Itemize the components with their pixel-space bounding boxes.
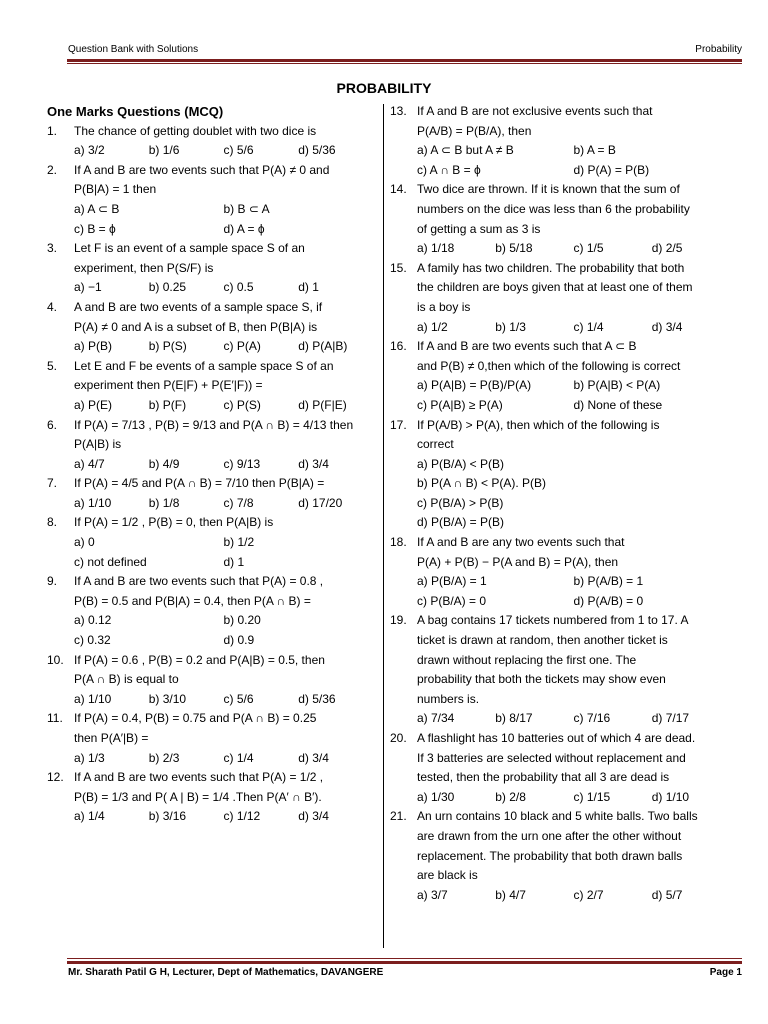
answer-option: b) 3/10	[148, 691, 187, 706]
question-item	[390, 611, 730, 729]
answer-option: d) A = ϕ	[223, 221, 265, 236]
question-item	[47, 416, 373, 475]
question-text-line: are black is	[417, 868, 478, 883]
answer-option: d) 0.9	[223, 633, 255, 648]
question-text-line: If P(A/B) > P(A), then which of the following is	[417, 417, 660, 432]
answer-option: a) P(E)	[74, 397, 113, 412]
question-text-line: If A and B are two events such that P(A) = 0.8 ,	[74, 574, 324, 589]
question-text-line: If A and B are two events such that A ⊂ B	[417, 339, 637, 354]
answer-option: d) 3/4	[298, 750, 329, 765]
question-number: 14.	[390, 182, 407, 197]
option-list	[417, 709, 730, 729]
question-text-line: P(A ∩ B) is equal to	[74, 672, 179, 687]
answer-option: a) P(B)	[74, 339, 113, 354]
question-text-line: If P(A) = 0.6 , P(B) = 0.2 and P(A|B) = 0.5, then	[74, 652, 325, 667]
question-number: 11.	[47, 711, 63, 726]
footer-rule	[67, 961, 742, 964]
question-text-line: A and B are two events of a sample space S, if	[74, 299, 323, 314]
question-text-line: and P(B) ≠ 0,then which of the following is correct	[417, 358, 681, 373]
answer-option: c) 1/4	[223, 750, 254, 765]
option-list	[74, 337, 373, 357]
question-text-line: Let E and F be events of a sample space S of an	[74, 358, 334, 373]
question-text-line: numbers is.	[417, 691, 480, 706]
answer-option: c) P(B/A) = 0	[417, 593, 487, 608]
answer-option: a) 1/10	[74, 691, 112, 706]
question-number: 13.	[390, 104, 407, 118]
option-list	[74, 807, 373, 827]
answer-option: a) 0.12	[74, 613, 112, 628]
answer-option: b) 0.25	[148, 280, 187, 295]
answer-option: d) 3/4	[298, 809, 329, 824]
question-text-line: If P(A) = 0.4, P(B) = 0.75 and P(A ∩ B) = 0.25	[74, 711, 317, 726]
answer-option: a) 1/3	[74, 750, 105, 765]
answer-option: d) P(F|E)	[298, 397, 347, 412]
question-text-line: ticket is drawn at random, then another ticket is	[417, 633, 668, 648]
question-item	[47, 122, 373, 161]
question-item	[390, 180, 730, 258]
option-list	[74, 611, 373, 650]
option-list	[74, 749, 373, 769]
question-text-line: is a boy is	[417, 299, 471, 314]
question-number: 16.	[390, 339, 407, 354]
page-header	[68, 44, 742, 58]
answer-option: d) 5/36	[298, 143, 336, 158]
question-number: 5.	[47, 358, 58, 373]
question-number: 18.	[390, 535, 407, 550]
question-item	[47, 298, 373, 357]
question-text-line: Let F is an event of a sample space S of an	[74, 241, 305, 256]
option-list	[74, 494, 373, 514]
question-text-line: If A and B are two events such that P(A) = 1/2 ,	[74, 770, 324, 785]
question-text-line: The chance of getting doublet with two dice is	[74, 123, 317, 138]
page-number: Page 1	[709, 967, 742, 978]
answer-option: d) 1	[223, 554, 245, 569]
answer-option: a) A ⊂ B	[74, 201, 120, 216]
answer-option: b) 3/16	[148, 809, 187, 824]
question-number: 12.	[47, 770, 64, 785]
answer-option: c) 1/5	[573, 241, 604, 256]
answer-option: c) 9/13	[223, 456, 261, 471]
answer-option: c) P(B/A) > P(B)	[417, 495, 504, 510]
question-text-line: Two dice are thrown. If it is known that the sum of	[417, 182, 680, 197]
option-list	[417, 239, 730, 259]
answer-option: c) 7/8	[223, 495, 254, 510]
answer-option: d) P(A|B)	[298, 339, 348, 354]
question-number: 20.	[390, 731, 407, 745]
question-number: 3.	[47, 241, 58, 256]
question-number: 10.	[47, 652, 64, 667]
question-text-line: probability that both the tickets may show even	[417, 672, 666, 687]
question-text-line: of getting a sum as 3 is	[417, 221, 541, 236]
question-number: 19.	[390, 613, 407, 628]
question-text-line: replacement. The probability that both drawn balls	[417, 848, 683, 863]
question-text-line: P(B) = 1/3 and P( A | B) = 1/4 .Then P(A′ ∩ B′).	[74, 789, 322, 804]
answer-option: b) 0.20	[223, 613, 261, 628]
question-text-line: P(B|A) = 1 then	[74, 182, 157, 197]
header-left: Question Bank with Solutions	[68, 44, 199, 55]
question-item	[390, 337, 730, 415]
answer-option: b) 2/8	[495, 789, 526, 804]
question-item	[390, 259, 730, 337]
question-item	[47, 513, 373, 572]
answer-option: b) P(S)	[148, 339, 187, 354]
answer-option: c) 0.32	[74, 633, 111, 648]
footer-rule-thin	[67, 958, 742, 959]
question-item	[47, 709, 373, 768]
answer-option: d) P(A) = P(B)	[573, 162, 650, 177]
answer-option: d) P(A/B) = 0	[573, 593, 644, 608]
answer-option: b) 1/6	[148, 143, 180, 158]
answer-option: a) 1/30	[417, 789, 455, 804]
option-list	[74, 141, 373, 161]
answer-option: a) 1/18	[417, 241, 455, 256]
column-divider	[383, 104, 384, 948]
question-text-line: If A and B are two events such that P(A) ≠ 0 and	[74, 162, 330, 177]
question-item	[47, 651, 373, 710]
answer-option: a) 1/4	[74, 809, 105, 824]
question-number: 17.	[390, 417, 407, 432]
answer-option: d) 5/36	[298, 691, 336, 706]
question-text-line: then P(A′|B) =	[74, 731, 149, 745]
question-text-line: tested, then the probability that all 3 are dead is	[417, 770, 670, 785]
question-item	[390, 807, 730, 905]
answer-option: b) 4/9	[148, 456, 180, 471]
page-title: PROBABILITY	[336, 80, 432, 96]
question-number: 15.	[390, 260, 407, 275]
answer-option: c) 1/12	[223, 809, 261, 824]
question-number: 21.	[390, 809, 407, 824]
answer-option: c) P(A)	[223, 339, 261, 354]
answer-option: b) P(A ∩ B) < P(A). P(B)	[417, 476, 546, 491]
question-text-line: P(A/B) = P(B/A), then	[417, 123, 532, 138]
answer-option: a) P(B/A) < P(B)	[417, 456, 505, 471]
header-rule-thin	[67, 63, 742, 64]
answer-option: c) 5/6	[223, 691, 254, 706]
question-item	[47, 239, 373, 298]
header-rule	[67, 59, 742, 62]
answer-option: a) 1/10	[74, 495, 112, 510]
left-question-list	[47, 122, 373, 827]
question-text-line: A flashlight has 10 batteries out of which 4 are dead.	[417, 731, 696, 745]
question-text-line: P(A) ≠ 0 and A is a subset of B, then P(B|A) is	[74, 319, 318, 334]
option-list	[417, 455, 730, 533]
option-list	[74, 690, 373, 710]
question-item	[47, 474, 373, 513]
answer-option: b) 8/17	[495, 711, 533, 726]
question-text-line: correct	[417, 437, 454, 452]
answer-option: a) 0	[74, 535, 95, 550]
question-text-line: If A and B are any two events such that	[417, 535, 625, 550]
question-text-line: If A and B are not exclusive events such that	[417, 104, 653, 118]
option-list	[417, 376, 730, 415]
option-list	[74, 396, 373, 416]
answer-option: c) 7/16	[573, 711, 611, 726]
answer-option: c) A ∩ B = ϕ	[417, 162, 481, 177]
answer-option: d) 3/4	[651, 319, 683, 334]
answer-option: a) P(B/A) = 1	[417, 574, 487, 589]
question-text-line: P(A) + P(B) − P(A and B) = P(A), then	[417, 554, 619, 569]
answer-option: c) P(S)	[223, 397, 261, 412]
question-item	[390, 533, 730, 611]
question-text-line: the children are boys given that at least one of them	[417, 280, 693, 295]
header-right: Probability	[695, 44, 742, 55]
question-number: 7.	[47, 476, 58, 491]
question-number: 1.	[47, 123, 58, 138]
answer-option: d) 1	[298, 280, 319, 295]
answer-option: d) 2/5	[651, 241, 683, 256]
question-text-line: P(B) = 0.5 and P(B|A) = 0.4, then P(A ∩ B) =	[74, 593, 311, 608]
question-item	[47, 572, 373, 650]
question-number: 4.	[47, 299, 58, 314]
option-list	[417, 141, 730, 180]
answer-option: b) 4/7	[495, 887, 526, 902]
answer-option: c) 2/7	[573, 887, 604, 902]
answer-option: b) 1/3	[495, 319, 526, 334]
answer-option: c) 1/4	[573, 319, 604, 334]
question-item	[47, 357, 373, 416]
answer-option: d) 17/20	[298, 495, 343, 510]
right-question-list	[390, 102, 730, 905]
option-list	[74, 533, 373, 572]
question-text-line: If P(A) = 1/2 , P(B) = 0, then P(A|B) is	[74, 515, 274, 530]
answer-option: d) 5/7	[651, 887, 683, 902]
question-number: 2.	[47, 162, 58, 177]
question-item	[390, 729, 730, 807]
option-list	[74, 200, 373, 239]
question-item	[390, 416, 730, 534]
answer-option: c) not defined	[74, 554, 147, 569]
question-item	[47, 768, 373, 827]
answer-option: c) P(A|B) ≥ P(A)	[417, 397, 503, 412]
answer-option: b) P(A/B) = 1	[573, 574, 644, 589]
question-text-line: numbers on the dice was less than 6 the probability	[417, 201, 690, 216]
answer-option: b) 5/18	[495, 241, 533, 256]
question-text-line: An urn contains 10 black and 5 white balls. Two balls	[417, 809, 698, 824]
answer-option: b) A = B	[573, 143, 616, 158]
answer-option: b) 2/3	[148, 750, 180, 765]
question-number: 9.	[47, 574, 58, 589]
question-text-line: If P(A) = 4/5 and P(A ∩ B) = 7/10 then P(B|A) =	[74, 476, 325, 491]
answer-option: a) A ⊂ B but A ≠ B	[417, 143, 514, 158]
answer-option: a) P(A|B) = P(B)/P(A)	[417, 378, 532, 393]
answer-option: b) 1/8	[148, 495, 180, 510]
option-list	[417, 886, 730, 906]
question-text-line: If P(A) = 7/13 , P(B) = 9/13 and P(A ∩ B) = 4/13 then	[74, 417, 354, 432]
answer-option: a) 3/2	[74, 143, 105, 158]
question-number: 6.	[47, 417, 58, 432]
answer-option: a) 4/7	[74, 456, 105, 471]
question-item	[47, 161, 373, 239]
option-list	[74, 455, 373, 475]
answer-option: a) −1	[74, 280, 102, 295]
right-column	[390, 102, 730, 905]
answer-option: c) 1/15	[573, 789, 611, 804]
answer-option: d) 3/4	[298, 456, 329, 471]
answer-option: d) P(B/A) = P(B)	[417, 515, 505, 530]
question-number: 8.	[47, 515, 58, 530]
question-text-line: A bag contains 17 tickets numbered from 1 to 17. A	[417, 613, 689, 628]
question-text-line: P(A|B) is	[74, 437, 122, 452]
answer-option: d) 1/10	[651, 789, 690, 804]
answer-option: b) P(A|B) < P(A)	[573, 378, 661, 393]
answer-option: c) 0.5	[223, 280, 254, 295]
question-text-line: If 3 batteries are selected without replacement and	[417, 750, 686, 765]
answer-option: b) 1/2	[223, 535, 255, 550]
answer-option: c) B = ϕ	[74, 221, 116, 236]
answer-option: d) None of these	[573, 397, 663, 412]
question-text-line: are drawn from the urn one after the other without	[417, 828, 682, 843]
answer-option: a) 1/2	[417, 319, 448, 334]
section-title: One Marks Questions (MCQ)	[47, 104, 224, 119]
left-column	[47, 102, 373, 827]
question-text-line: experiment then P(E|F) + P(E′|F)) =	[74, 378, 263, 393]
option-list	[417, 572, 730, 611]
answer-option: a) 7/34	[417, 711, 455, 726]
question-item	[390, 102, 730, 180]
footer-author: Mr. Sharath Patil G H, Lecturer, Dept of Mathematics, DAVANGERE	[68, 967, 384, 978]
answer-option: c) 5/6	[223, 143, 254, 158]
answer-option: a) 3/7	[417, 887, 448, 902]
answer-option: d) 7/17	[651, 711, 690, 726]
option-list	[417, 788, 730, 808]
question-text-line: A family has two children. The probability that both	[417, 260, 685, 275]
answer-option: b) B ⊂ A	[223, 201, 270, 216]
question-text-line: drawn without replacing the first one. The	[417, 652, 637, 667]
option-list	[417, 318, 730, 338]
question-text-line: experiment, then P(S/F) is	[74, 260, 214, 275]
answer-option: b) P(F)	[148, 397, 187, 412]
option-list	[74, 278, 373, 298]
